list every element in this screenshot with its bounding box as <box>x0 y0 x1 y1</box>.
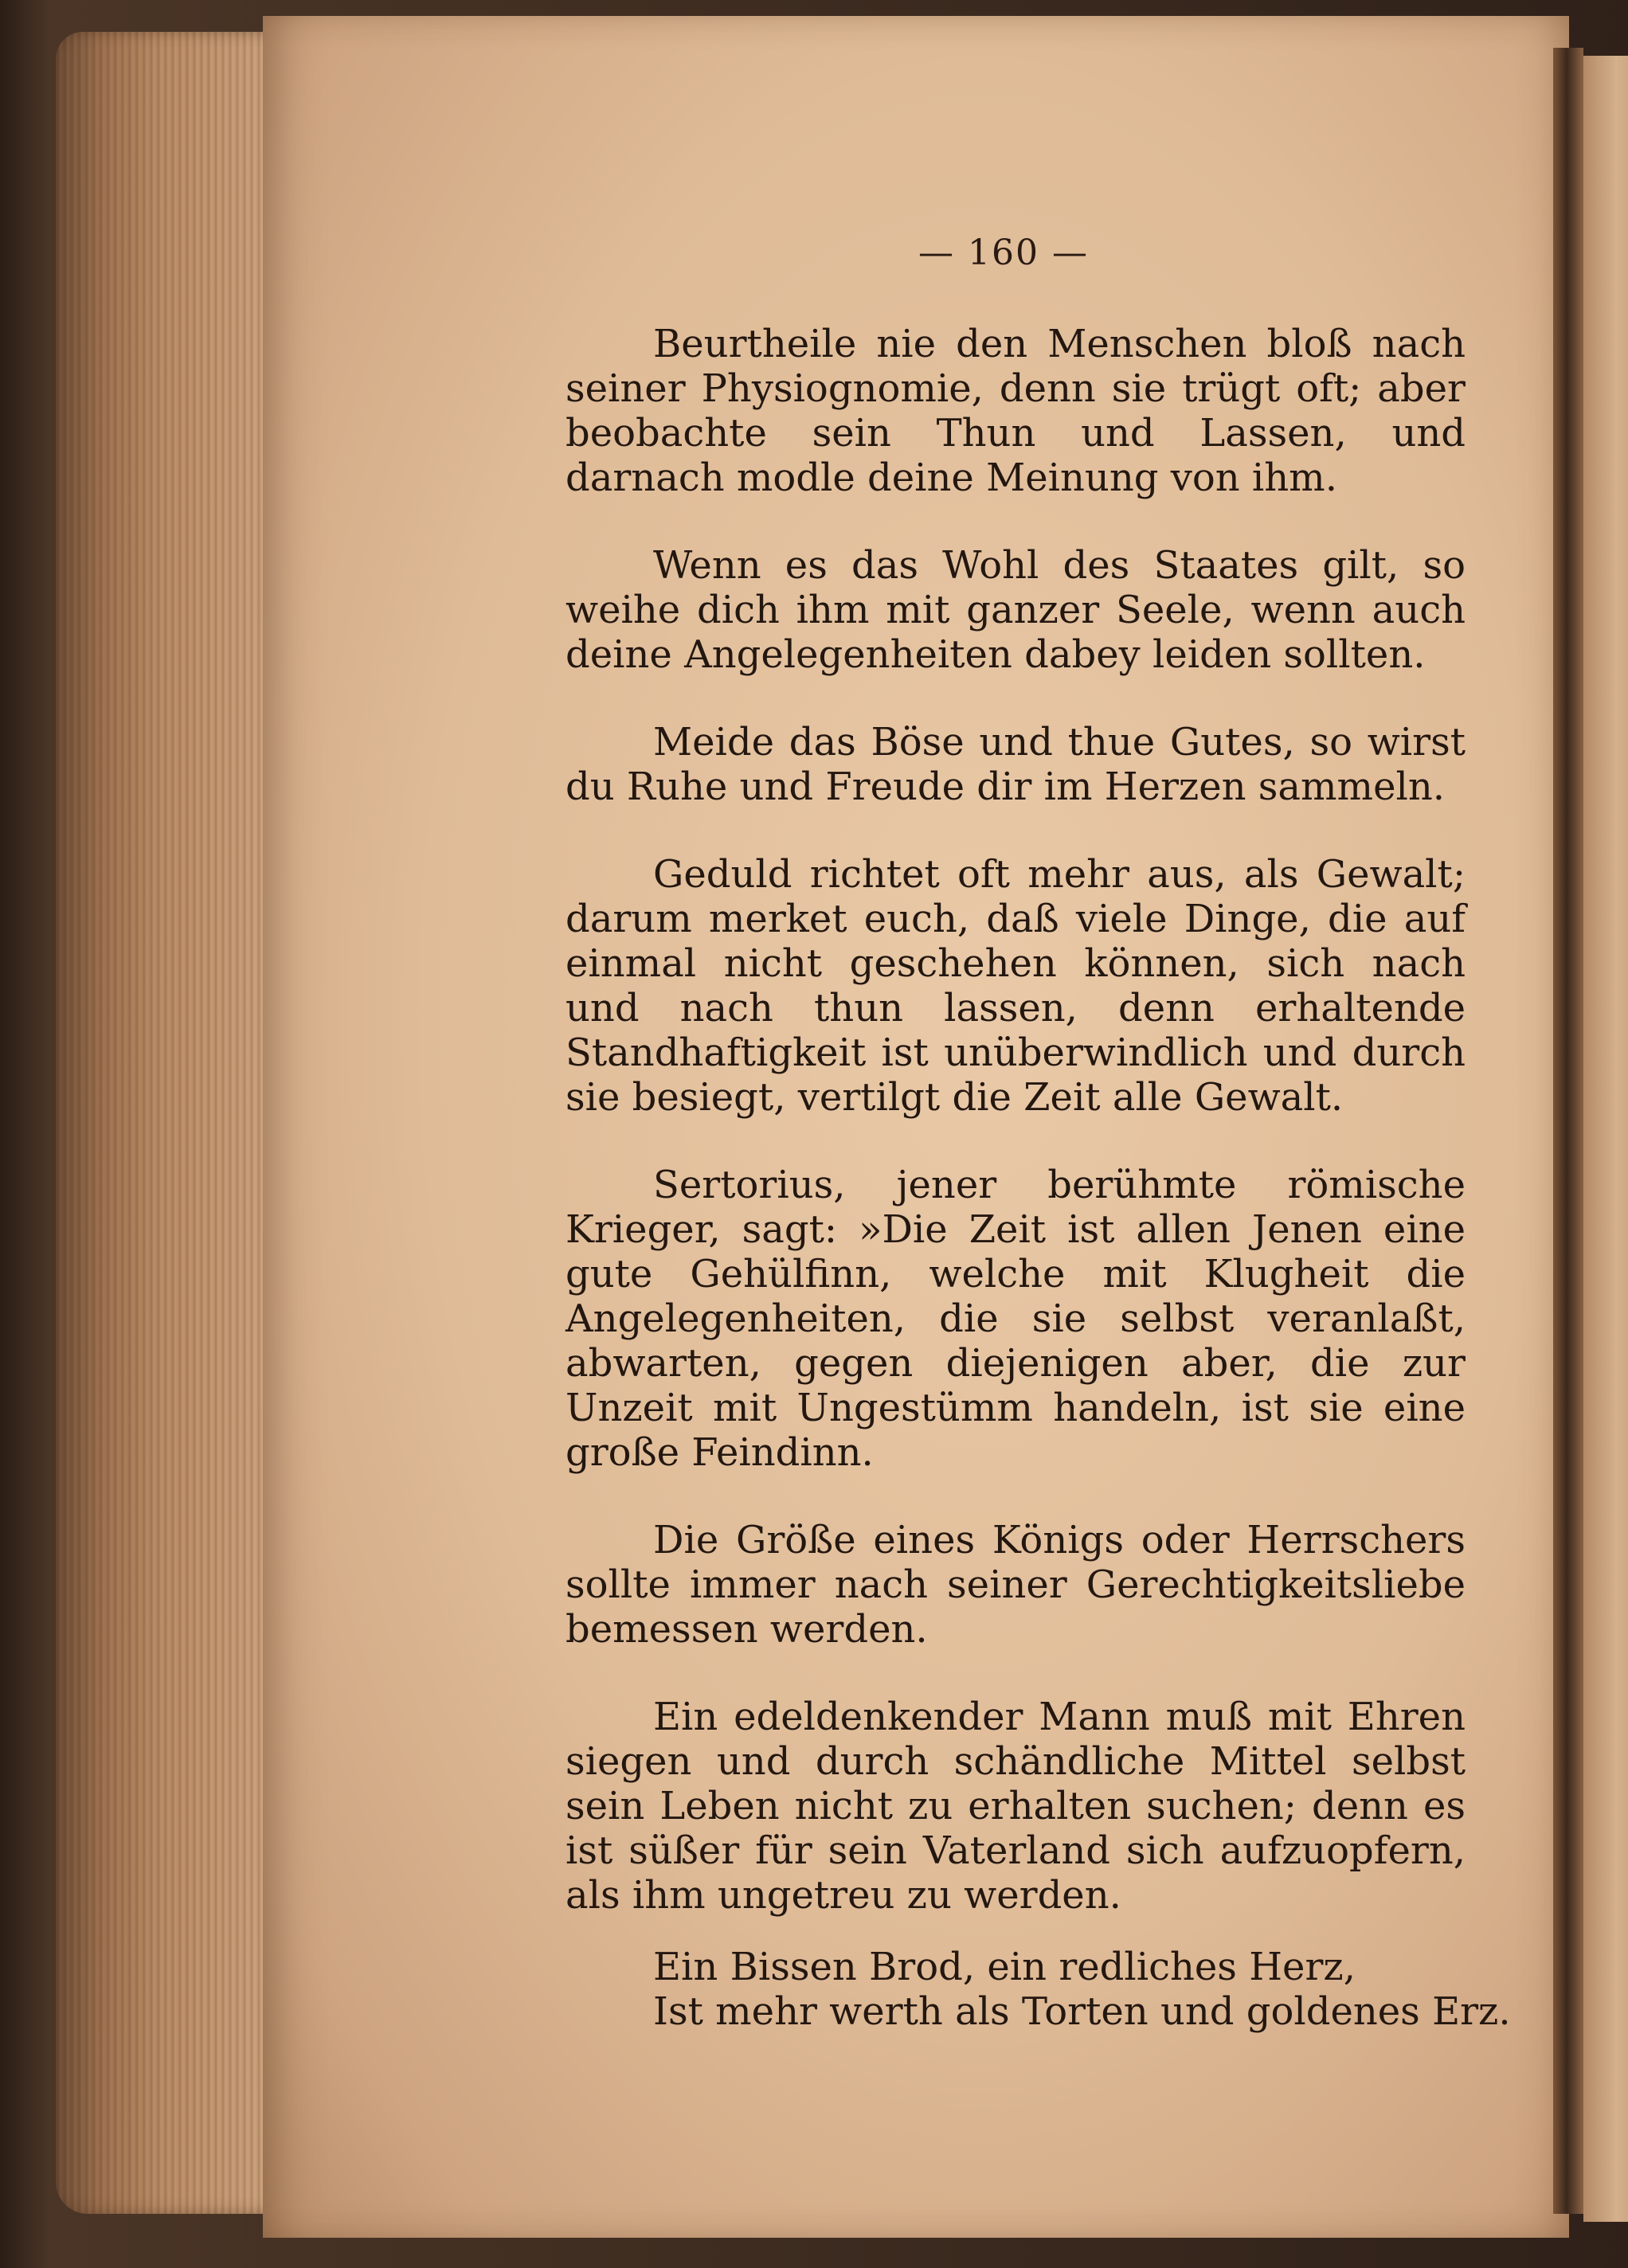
paragraph-sertorius: Sertorius, jener berühmte römische Krieger, sagt: »Die Zeit ist allen Jenen eine gute Gehülfinn, welche mit Klugheit die Angelegenheiten, die sie selbst veranlaßt, abwarten, gegen diejenigen aber, die zur Unzeit mit Ungestümm handeln, ist sie eine große Feindinn. <box>565 1163 1466 1475</box>
paragraph-state: Wenn es das Wohl des Staates gilt, so weihe dich ihm mit ganzer Seele, wenn auch deine Angelegenheiten dabey leiden sollten. <box>565 543 1466 677</box>
closing-verse <box>653 1945 1511 2034</box>
paragraph-patience: Geduld richtet oft mehr aus, als Gewalt; darum merket euch, daß viele Dinge, die auf einmal nicht geschehen können, sich nach und nach thun lassen, denn erhaltende Standhaftigkeit ist unüberwindlich und durch sie besiegt, vertilgt die Zeit alle Gewalt. <box>565 852 1466 1120</box>
paragraph-king: Die Größe eines Königs oder Herrschers sollte immer nach seiner Gerechtigkeitsliebe bemessen werden. <box>565 1518 1466 1652</box>
verse-line: Ist mehr werth als Torten und goldenes Erz. <box>653 1989 1511 2034</box>
paragraph-physiognomy: Beurtheile nie den Menschen bloß nach seiner Physiognomie, denn sie trügt oft; aber beobachte sein Thun und Lassen, und darnach modle deine Meinung von ihm. <box>565 322 1466 500</box>
verse-line: Ein Bissen Brod, ein redliches Herz, <box>653 1945 1356 1989</box>
page-text <box>565 322 1511 2034</box>
paragraph-evil: Meide das Böse und thue Gutes, so wirst du Ruhe und Freude dir im Herzen sammeln. <box>565 720 1466 809</box>
facing-page-edge <box>1583 56 1628 2222</box>
page-number: — 160 — <box>918 233 1089 273</box>
paragraph-honour: Ein edeldenkender Mann muß mit Ehren siegen und durch schändliche Mittel selbst sein Leben nicht zu erhalten suchen; denn es ist süßer für sein Vaterland sich aufzuopfern, als ihm ungetreu zu werden. <box>565 1695 1466 1918</box>
book-gutter <box>1553 48 1583 2214</box>
